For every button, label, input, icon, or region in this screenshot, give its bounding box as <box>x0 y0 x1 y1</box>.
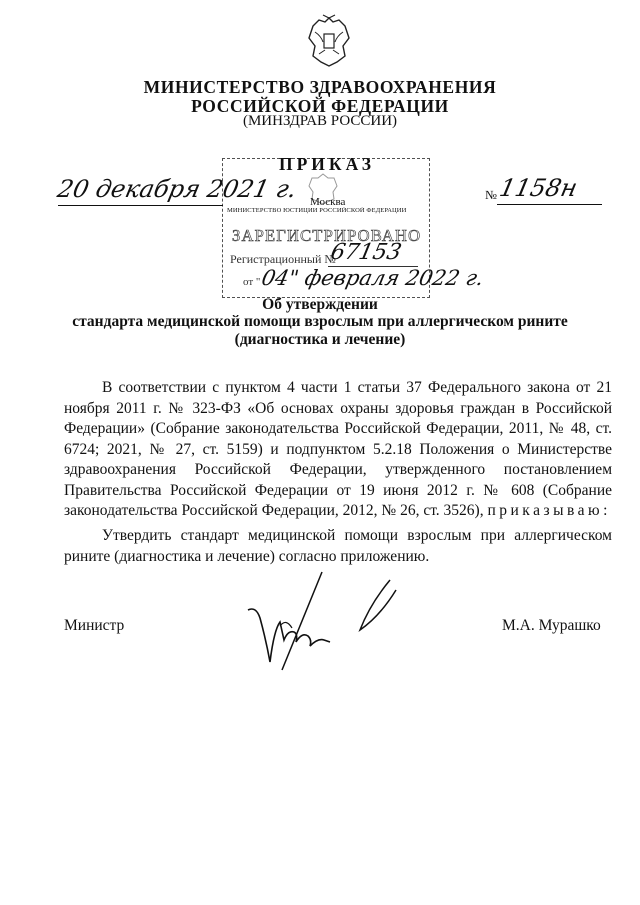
signatory-name: М.А. Мурашко <box>502 617 601 634</box>
order-date-handwritten: 20 декабря 2021 г. <box>55 175 300 203</box>
ministry-abbreviation: (МИНЗДРАВ РОССИИ) <box>242 113 398 129</box>
body-paragraph-1-text: В соответствии с пунктом 4 части 1 статьи 37 Федерального закона от 21 ноября 2011 г. № 323-ФЗ «Об основах охраны здоровья граждан в Российской Федерации» (Собрание законодательства Российской Федерации, 2011, № 48, ст. 6724; 2021, № 27, ст. 5159) и подпунктом 5.2.18 Положения о Министерстве здравоохранения Российской Федерации, утвержденного постановлением Правительства Российской Федерации от 19 июня 2012 г. № 608 (Собрание законодательства Российской Федерации, 2012, № 26, ст. 3526), <box>64 379 612 519</box>
document-title-line2: стандарта медицинской помощи взрослым при аллергическом рините <box>72 313 568 330</box>
document-title-line3: (диагностика и лечение) <box>234 331 406 348</box>
stamp-regno-label: Регистрационный № <box>230 252 336 266</box>
order-date-underline <box>58 205 223 206</box>
stamp-regno-handwritten: 67153 <box>328 240 404 265</box>
order-number-handwritten: 1158н <box>497 174 580 202</box>
stamp-registered-label: ЗАРЕГИСТРИРОВАНО <box>232 226 422 245</box>
order-word: ПРИКАЗ <box>278 154 376 174</box>
ministry-name-line2: РОССИЙСКОЙ ФЕДЕРАЦИИ <box>191 96 449 116</box>
order-number-underline <box>497 204 602 205</box>
stamp-organization: МИНИСТЕРСТВО ЮСТИЦИИ РОССИЙСКОЙ ФЕДЕРАЦИИ <box>227 207 407 214</box>
russian-coat-of-arms-icon <box>305 12 353 68</box>
signatory-position: Министр <box>64 617 125 634</box>
order-verb: приказываю: <box>487 502 611 519</box>
handwritten-signature <box>240 570 410 680</box>
stamp-date-handwritten: 04" февраля 2022 г. <box>259 266 487 290</box>
stamp-date-prefix: от " <box>243 276 261 288</box>
document-title-line1: Об утверждении <box>262 296 378 313</box>
order-number-sign: № <box>485 188 497 202</box>
stamp-city: Москва <box>310 196 346 208</box>
body-paragraph-2: Утвердить стандарт медицинской помощи взрослым при аллергическом рините (диагностика и лечение) согласно приложению. <box>64 527 612 565</box>
body-paragraph-1 <box>64 378 612 522</box>
ministry-name-line1: МИНИСТЕРСТВО ЗДРАВООХРАНЕНИЯ <box>143 77 497 97</box>
